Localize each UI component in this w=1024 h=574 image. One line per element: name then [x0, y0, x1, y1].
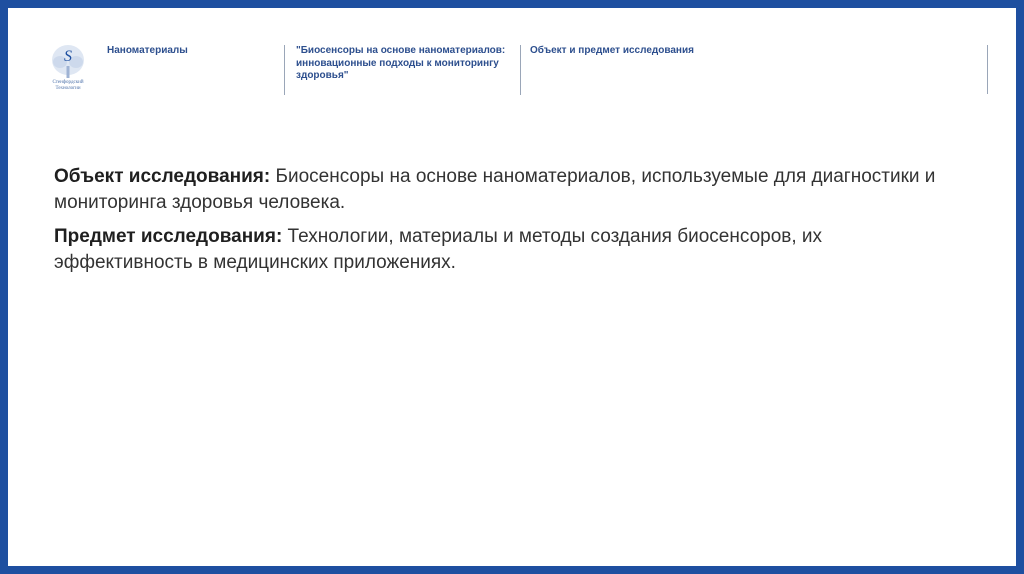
subject-label: Предмет исследования:	[54, 226, 283, 247]
header-divider	[284, 45, 285, 95]
logo-line-1: Стенфордский	[52, 80, 84, 85]
logo-caption	[44, 80, 92, 92]
header-divider	[987, 45, 988, 94]
object-label: Объект исследования:	[54, 166, 271, 187]
university-logo	[44, 42, 92, 94]
logo-line-2: Технологии	[55, 86, 81, 91]
subject-text: Технологии, материалы и методы создания биосенсоров, их эффективность в медицинских приложениях.	[54, 226, 823, 273]
subject-paragraph	[54, 224, 954, 276]
tree-icon	[44, 42, 92, 80]
header-topic: "Биосенсоры на основе наноматериалов: инновационные подходы к мониторингу здоровья"	[296, 45, 506, 81]
object-text: Биосенсоры на основе наноматериалов, используемые для диагностики и мониторинга здоровья человека.	[54, 166, 936, 213]
header-course: Наноматериалы	[107, 45, 188, 56]
slide-content	[54, 164, 954, 284]
object-paragraph	[54, 164, 954, 216]
header-divider	[520, 45, 521, 95]
header-section: Объект и предмет исследования	[530, 45, 694, 56]
svg-text:S: S	[64, 48, 72, 65]
